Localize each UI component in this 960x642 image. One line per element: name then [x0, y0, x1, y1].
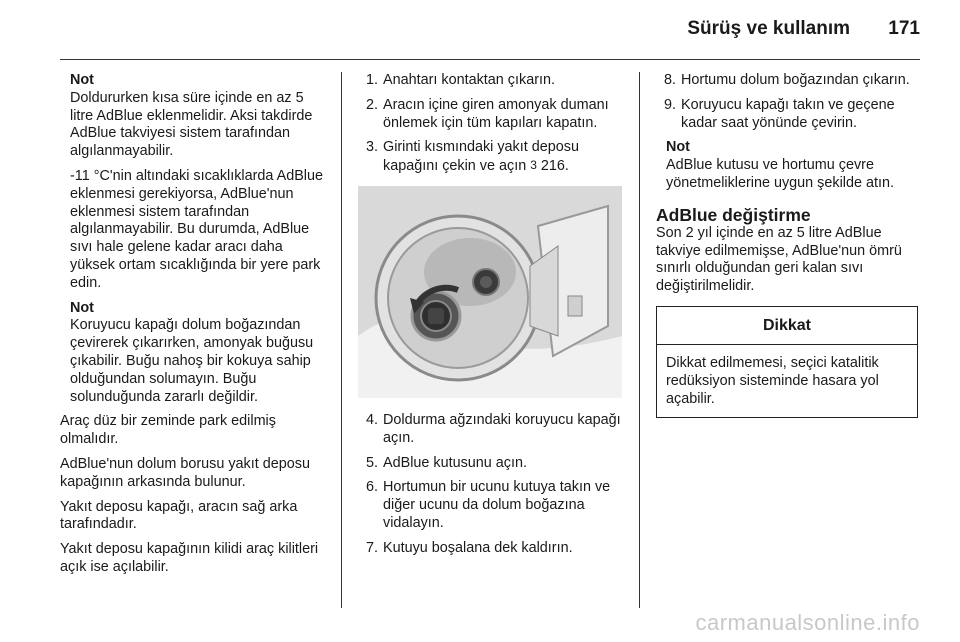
list-item: [358, 479, 626, 532]
list-item: [358, 412, 626, 448]
fuel-door-illustration: [358, 186, 622, 398]
list-item: [358, 540, 626, 558]
column-divider-right: [639, 72, 640, 608]
body-paragraph: Son 2 yıl içinde en az 5 litre AdBlue takviye edilmemişse, AdBlue'nun ömrü sınırlı olduğundan geri kalan sıvı değiştirilmelidir.: [656, 224, 902, 295]
body-paragraph: Yakıt deposu kapağı, aracın sağ arka tarafındadır.: [60, 498, 298, 533]
note-label: Not: [666, 139, 690, 156]
caution-title: Dikkat: [657, 307, 917, 345]
page-number: 171: [888, 18, 920, 39]
list-item: [358, 72, 626, 90]
step-text: Anahtarı kontaktan çıkarın.: [383, 72, 555, 88]
step-number: 6.: [366, 479, 379, 496]
list-item: [656, 72, 922, 90]
step-number: 7.: [366, 539, 379, 556]
steps-list: [358, 139, 626, 176]
body-paragraph: Yakıt deposu kapağının kilidi araç kilitleri açık ise açılabilir.: [60, 541, 319, 575]
step-number: 5.: [366, 454, 379, 471]
caution-text: Dikkat edilmemesi, seçici katalitik redüksiyon sisteminde hasara yol açabilir.: [666, 354, 879, 407]
list-item: [358, 139, 626, 176]
step-text: Hortumun bir ucunu kutuya takın ve diğer ucunu da dolum boğazına vidalayın.: [383, 479, 611, 531]
column-right: [656, 72, 922, 418]
note-label: Not: [70, 72, 94, 88]
body-paragraph: Araç düz bir zeminde park edilmiş olmalıdır.: [60, 413, 276, 448]
step-number: 4.: [366, 411, 379, 428]
list-item: [358, 455, 626, 473]
page-header: [60, 0, 920, 52]
note-block-1: [60, 72, 330, 293]
note-label: Not: [70, 299, 94, 316]
step-text: Koruyucu kapağı takın ve geçene kadar saat yönünde çevirin.: [681, 96, 895, 131]
steps-list: [358, 72, 626, 132]
step-text: AdBlue kutusunu açın.: [383, 454, 528, 471]
page-reference-arrow-icon[interactable]: 3: [530, 158, 537, 173]
section-heading: AdBlue değiştirme: [656, 204, 811, 225]
step-number: 8.: [664, 72, 677, 88]
step-text: Doldurma ağzındaki koruyucu kapağı açın.: [383, 411, 621, 446]
caution-box: [656, 306, 918, 418]
column-middle: [358, 72, 626, 565]
column-divider-left: [341, 72, 342, 608]
note-text: Koruyucu kapağı dolum boğazından çevirerek çıkarırken, amonyak buğusu çıkabilir. Buğu nahoş bir kokuya sahip olduğundan solumayın. Buğu solunduğunda zararlı değildir.: [70, 317, 314, 405]
steps-list: [656, 72, 922, 132]
fuel-door-photo: [358, 186, 622, 398]
step-number: 9.: [664, 96, 677, 113]
note-text: Doldururken kısa süre içinde en az 5 litre AdBlue eklenmelidir. Aksi takdirde AdBlue takviyesi sistem tarafından algılanmayabilir.: [70, 89, 313, 160]
step-number: 3.: [366, 139, 379, 156]
step-text: Kutuyu boşalana dek kaldırın.: [383, 539, 573, 556]
column-left: [60, 72, 330, 584]
note-block-3: [656, 139, 922, 192]
step-text: Hortumu dolum boğazından çıkarın.: [681, 72, 910, 88]
page-title: Sürüş ve kullanım: [687, 18, 850, 39]
body-paragraph: AdBlue'nun dolum borusu yakıt deposu kapağının arkasında bulunur.: [60, 455, 310, 490]
step-text: Aracın içine giren amonyak dumanı önlemek için tüm kapıları kapatın.: [383, 96, 609, 131]
step-text: Girinti kısmındaki yakıt deposu kapağını çekin ve açın: [383, 139, 579, 175]
step-number: 1.: [366, 72, 379, 88]
note-text: AdBlue kutusu ve hortumu çevre yönetmeliklerine uygun şekilde atın.: [666, 157, 894, 191]
step-number: 2.: [366, 96, 379, 113]
watermark: carmanualsonline.info: [695, 610, 920, 635]
page-reference-number[interactable]: 216.: [540, 158, 569, 175]
note-text: -11 °C'nin altındaki sıcaklıklarda AdBlue eklenmesi gerekiyorsa, AdBlue'nun eklenmesi sistem tarafından algılanmayabilir. Bu durumda, AdBlue sıvı hale gelene kadar aracı daha yüksek ortam sıcaklığında bir yere park edin.: [70, 167, 324, 291]
steps-list: [358, 412, 626, 558]
header-divider: [60, 59, 920, 60]
list-item: [358, 97, 626, 133]
note-block-2: [60, 300, 330, 407]
list-item: [656, 97, 922, 133]
